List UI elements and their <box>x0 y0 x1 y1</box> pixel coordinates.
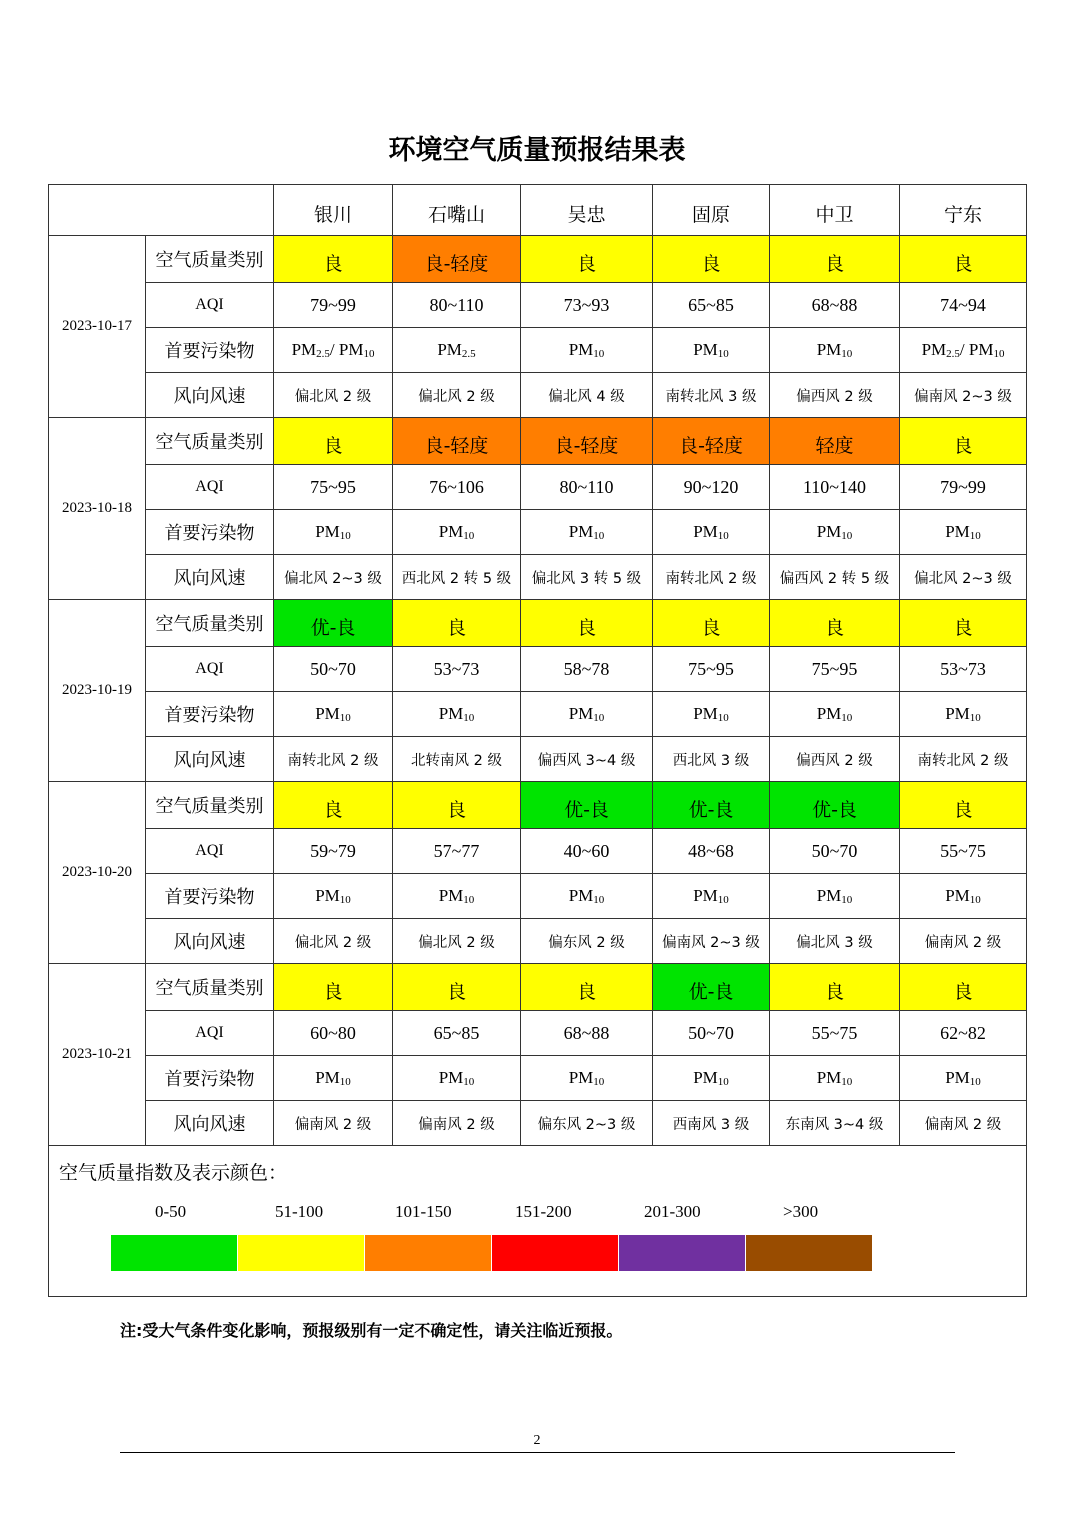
pollutant-subscript: 10 <box>993 348 1005 360</box>
pollutant-subscript: 10 <box>339 894 351 906</box>
legend-range-label: 51-100 <box>275 1202 324 1221</box>
city-header: 石嘴山 <box>393 185 521 236</box>
forecast-table-body <box>49 185 1027 1146</box>
aqi-cell: 57~77 <box>393 829 521 874</box>
legend-row <box>49 1146 1027 1297</box>
forecast-row-pollutant <box>49 328 1027 373</box>
wind-cell: 偏西风 3~4 级 <box>521 737 653 782</box>
wind-cell: 北转南风 2 级 <box>393 737 521 782</box>
pollutant-subscript: 10 <box>339 712 351 724</box>
wind-cell: 西南风 3 级 <box>653 1101 770 1146</box>
pollutant-subscript: 10 <box>841 894 853 906</box>
legend-range-label: 0-50 <box>155 1202 187 1221</box>
row-label-category: 空气质量类别 <box>146 964 274 1011</box>
pollutant-cell <box>653 510 770 555</box>
aqi-cell: 40~60 <box>521 829 653 874</box>
pollutant-name: PM <box>693 704 718 723</box>
wind-cell: 偏南风 2 级 <box>274 1101 393 1146</box>
pollutant-subscript: 10 <box>717 1076 729 1088</box>
aqi-cell: 73~93 <box>521 283 653 328</box>
aqi-cell: 53~73 <box>900 647 1027 692</box>
pollutant-subscript: 10 <box>593 894 605 906</box>
pollutant-subscript: 2.5 <box>946 348 960 360</box>
category-cell: 良 <box>770 964 900 1011</box>
category-cell: 良 <box>900 600 1027 647</box>
wind-cell: 偏北风 2 级 <box>274 373 393 418</box>
wind-cell: 偏北风 2~3 级 <box>900 555 1027 600</box>
pollutant-subscript: 10 <box>841 530 853 542</box>
legend-range-label: 201-300 <box>644 1202 701 1221</box>
page-number: 2 <box>533 1433 541 1448</box>
pollutant-name: PM <box>693 1068 718 1087</box>
legend-color-swatch <box>619 1235 746 1271</box>
category-cell: 良 <box>393 964 521 1011</box>
aqi-cell: 74~94 <box>900 283 1027 328</box>
row-label-pollutant: 首要污染物 <box>146 328 274 373</box>
category-cell: 良 <box>770 600 900 647</box>
pollutant-cell <box>521 874 653 919</box>
category-cell: 良-轻度 <box>653 418 770 465</box>
pollutant-name: PM <box>315 704 340 723</box>
aqi-cell: 68~88 <box>521 1011 653 1056</box>
pollutant-name: PM <box>693 522 718 541</box>
pollutant-subscript: 10 <box>717 712 729 724</box>
forecast-row-wind <box>49 1101 1027 1146</box>
category-cell: 良 <box>900 964 1027 1011</box>
footnote: 注:受大气条件变化影响，预报级别有一定不确定性，请关注临近预报。 <box>120 1321 623 1340</box>
row-label-category: 空气质量类别 <box>146 418 274 465</box>
city-header-row <box>49 185 1027 236</box>
aqi-cell: 55~75 <box>900 829 1027 874</box>
forecast-row-wind <box>49 737 1027 782</box>
wind-cell: 偏西风 2 转 5 级 <box>770 555 900 600</box>
aqi-cell: 90~120 <box>653 465 770 510</box>
pollutant-subscript: 10 <box>593 348 605 360</box>
wind-cell: 偏东风 2 级 <box>521 919 653 964</box>
pollutant-cell <box>274 510 393 555</box>
pollutant-cell <box>770 510 900 555</box>
pollutant-name: PM <box>568 340 594 359</box>
aqi-cell: 80~110 <box>393 283 521 328</box>
pollutant-cell <box>274 692 393 737</box>
category-cell: 良 <box>274 236 393 283</box>
aqi-cell: 59~79 <box>274 829 393 874</box>
city-header: 宁东 <box>900 185 1027 236</box>
category-cell: 良 <box>900 782 1027 829</box>
pollutant-name: PM <box>945 704 970 723</box>
legend-color-swatch <box>238 1235 365 1271</box>
wind-cell: 南转北风 2 级 <box>274 737 393 782</box>
pollutant-cell <box>770 692 900 737</box>
category-cell: 良 <box>393 782 521 829</box>
pollutant-cell <box>274 1056 393 1101</box>
wind-cell: 偏南风 2 级 <box>900 919 1027 964</box>
forecast-row-pollutant <box>49 510 1027 555</box>
pollutant-cell <box>393 1056 521 1101</box>
wind-cell: 南转北风 3 级 <box>653 373 770 418</box>
category-cell: 优-良 <box>770 782 900 829</box>
wind-cell: 偏北风 2~3 级 <box>274 555 393 600</box>
forecast-row-aqi <box>49 465 1027 510</box>
pollutant-subscript: 2.5 <box>316 348 330 360</box>
wind-cell: 偏北风 3 转 5 级 <box>521 555 653 600</box>
wind-cell: 偏南风 2 级 <box>393 1101 521 1146</box>
row-label-pollutant: 首要污染物 <box>146 874 274 919</box>
date-cell: 2023-10-18 <box>49 418 146 600</box>
pollutant-cell <box>274 328 393 373</box>
pollutant-name: PM <box>945 886 970 905</box>
forecast-row-wind <box>49 919 1027 964</box>
legend-range-label: 101-150 <box>395 1202 452 1221</box>
pollutant-name: PM <box>816 1068 842 1087</box>
pollutant-subscript: 10 <box>969 1076 981 1088</box>
aqi-cell: 62~82 <box>900 1011 1027 1056</box>
legend-color-swatch <box>492 1235 619 1271</box>
pollutant-subscript: 10 <box>841 1076 853 1088</box>
pollutant-cell <box>653 692 770 737</box>
forecast-row-category <box>49 782 1027 829</box>
legend-color-bar <box>111 1235 873 1271</box>
row-label-aqi: AQI <box>146 283 274 328</box>
wind-cell: 偏南风 2~3 级 <box>653 919 770 964</box>
aqi-cell: 65~85 <box>653 283 770 328</box>
category-cell: 良 <box>653 236 770 283</box>
row-label-wind: 风向风速 <box>146 737 274 782</box>
row-label-aqi: AQI <box>146 465 274 510</box>
forecast-row-wind <box>49 373 1027 418</box>
forecast-row-category <box>49 236 1027 283</box>
forecast-row-category <box>49 964 1027 1011</box>
row-label-category: 空气质量类别 <box>146 600 274 647</box>
wind-cell: 偏南风 2 级 <box>900 1101 1027 1146</box>
pollutant-subscript: 10 <box>593 1076 605 1088</box>
forecast-row-aqi <box>49 829 1027 874</box>
pollutant-cell <box>521 692 653 737</box>
category-cell: 良 <box>900 418 1027 465</box>
pollutant-cell <box>521 328 653 373</box>
aqi-cell: 48~68 <box>653 829 770 874</box>
row-label-aqi: AQI <box>146 829 274 874</box>
pollutant-subscript: 10 <box>841 712 853 724</box>
date-cell: 2023-10-19 <box>49 600 146 782</box>
wind-cell: 偏南风 2~3 级 <box>900 373 1027 418</box>
aqi-cell: 79~99 <box>900 465 1027 510</box>
pollutant-subscript: 10 <box>717 348 729 360</box>
wind-cell: 偏北风 2 级 <box>393 919 521 964</box>
row-label-wind: 风向风速 <box>146 919 274 964</box>
row-label-category: 空气质量类别 <box>146 782 274 829</box>
aqi-cell: 53~73 <box>393 647 521 692</box>
pollutant-subscript: 10 <box>363 348 375 360</box>
date-cell: 2023-10-20 <box>49 782 146 964</box>
forecast-row-category <box>49 418 1027 465</box>
legend-color-swatch <box>365 1235 492 1271</box>
corner-cell <box>49 185 274 236</box>
pollutant-cell <box>521 510 653 555</box>
wind-cell: 西北风 2 转 5 级 <box>393 555 521 600</box>
row-label-pollutant: 首要污染物 <box>146 1056 274 1101</box>
aqi-cell: 65~85 <box>393 1011 521 1056</box>
pollutant-subscript: 10 <box>593 530 605 542</box>
pollutant-subscript: 10 <box>593 712 605 724</box>
pollutant-name: PM <box>438 1068 464 1087</box>
city-header: 固原 <box>653 185 770 236</box>
category-cell: 良-轻度 <box>393 418 521 465</box>
pollutant-name: PM <box>315 1068 340 1087</box>
pollutant-cell <box>770 328 900 373</box>
pollutant-name: PM <box>816 704 842 723</box>
pollutant-name: PM <box>816 522 842 541</box>
category-cell: 良 <box>393 600 521 647</box>
pollutant-name: PM <box>437 340 462 359</box>
aqi-cell: 60~80 <box>274 1011 393 1056</box>
row-label-wind: 风向风速 <box>146 373 274 418</box>
forecast-row-pollutant <box>49 1056 1027 1101</box>
category-cell: 良 <box>521 964 653 1011</box>
pollutant-name: PM <box>438 704 464 723</box>
pollutant-cell <box>393 692 521 737</box>
pollutant-subscript: 10 <box>463 894 475 906</box>
pollutant-subscript: 10 <box>339 1076 351 1088</box>
pollutant-cell <box>393 874 521 919</box>
aqi-cell: 55~75 <box>770 1011 900 1056</box>
forecast-table <box>48 184 1027 1297</box>
aqi-cell: 50~70 <box>653 1011 770 1056</box>
wind-cell: 偏西风 2 级 <box>770 373 900 418</box>
row-label-wind: 风向风速 <box>146 1101 274 1146</box>
category-cell: 良 <box>770 236 900 283</box>
row-label-wind: 风向风速 <box>146 555 274 600</box>
forecast-row-aqi <box>49 283 1027 328</box>
pollutant-cell <box>274 874 393 919</box>
row-label-pollutant: 首要污染物 <box>146 510 274 555</box>
wind-cell: 偏北风 2 级 <box>274 919 393 964</box>
pollutant-subscript: 10 <box>969 894 981 906</box>
pollutant-subscript: 10 <box>717 894 729 906</box>
pollutant-name: / PM <box>329 340 364 359</box>
forecast-row-aqi <box>49 647 1027 692</box>
pollutant-name: PM <box>568 1068 594 1087</box>
aqi-cell: 80~110 <box>521 465 653 510</box>
pollutant-cell <box>521 1056 653 1101</box>
category-cell: 良 <box>900 236 1027 283</box>
pollutant-name: PM <box>816 886 842 905</box>
legend-color-swatch <box>111 1235 238 1271</box>
legend-title: 空气质量指数及表示颜色： <box>59 1162 288 1184</box>
aqi-cell: 58~78 <box>521 647 653 692</box>
city-header: 吴忠 <box>521 185 653 236</box>
category-cell: 优-良 <box>653 782 770 829</box>
page-title: 环境空气质量预报结果表 <box>388 135 686 166</box>
pollutant-subscript: 10 <box>463 712 475 724</box>
pollutant-name: PM <box>438 886 464 905</box>
category-cell: 良-轻度 <box>393 236 521 283</box>
pollutant-subscript: 10 <box>463 530 475 542</box>
legend-range-label: >300 <box>783 1202 819 1221</box>
aqi-cell: 75~95 <box>770 647 900 692</box>
footer-rule <box>120 1452 955 1453</box>
pollutant-subscript: 2.5 <box>461 348 476 360</box>
pollutant-name: PM <box>945 522 970 541</box>
forecast-row-category <box>49 600 1027 647</box>
category-cell: 优-良 <box>274 600 393 647</box>
pollutant-cell <box>900 510 1027 555</box>
forecast-row-aqi <box>49 1011 1027 1056</box>
pollutant-name: PM <box>693 340 718 359</box>
forecast-row-pollutant <box>49 874 1027 919</box>
pollutant-subscript: 10 <box>969 712 981 724</box>
aqi-cell: 76~106 <box>393 465 521 510</box>
wind-cell: 东南风 3~4 级 <box>770 1101 900 1146</box>
forecast-row-wind <box>49 555 1027 600</box>
pollutant-subscript: 10 <box>463 1076 475 1088</box>
pollutant-cell <box>900 1056 1027 1101</box>
date-cell: 2023-10-21 <box>49 964 146 1146</box>
category-cell: 良 <box>274 418 393 465</box>
pollutant-cell <box>393 328 521 373</box>
pollutant-cell <box>393 510 521 555</box>
aqi-cell: 50~70 <box>770 829 900 874</box>
pollutant-cell <box>900 874 1027 919</box>
category-cell: 良 <box>274 782 393 829</box>
legend-cell <box>49 1146 1027 1297</box>
pollutant-name: PM <box>291 340 317 359</box>
aqi-cell: 75~95 <box>274 465 393 510</box>
pollutant-cell <box>770 1056 900 1101</box>
pollutant-cell <box>653 1056 770 1101</box>
wind-cell: 偏北风 3 级 <box>770 919 900 964</box>
date-cell: 2023-10-17 <box>49 236 146 418</box>
category-cell: 良-轻度 <box>521 418 653 465</box>
wind-cell: 南转北风 2 级 <box>653 555 770 600</box>
wind-cell: 偏北风 2 级 <box>393 373 521 418</box>
category-cell: 良 <box>521 600 653 647</box>
pollutant-name: PM <box>315 886 340 905</box>
row-label-category: 空气质量类别 <box>146 236 274 283</box>
forecast-row-pollutant <box>49 692 1027 737</box>
pollutant-name: / PM <box>959 340 994 359</box>
pollutant-name: PM <box>568 704 594 723</box>
wind-cell: 偏东风 2~3 级 <box>521 1101 653 1146</box>
pollutant-name: PM <box>945 1068 970 1087</box>
aqi-cell: 68~88 <box>770 283 900 328</box>
aqi-cell: 50~70 <box>274 647 393 692</box>
wind-cell: 西北风 3 级 <box>653 737 770 782</box>
pollutant-subscript: 10 <box>969 530 981 542</box>
pollutant-cell <box>900 692 1027 737</box>
legend-labels <box>111 1202 891 1226</box>
pollutant-name: PM <box>921 340 947 359</box>
legend-color-swatch <box>746 1235 873 1271</box>
row-label-aqi: AQI <box>146 1011 274 1056</box>
pollutant-subscript: 10 <box>841 348 853 360</box>
wind-cell: 偏北风 4 级 <box>521 373 653 418</box>
category-cell: 轻度 <box>770 418 900 465</box>
pollutant-name: PM <box>816 340 842 359</box>
category-cell: 良 <box>521 236 653 283</box>
pollutant-name: PM <box>693 886 718 905</box>
aqi-cell: 110~140 <box>770 465 900 510</box>
aqi-cell: 75~95 <box>653 647 770 692</box>
pollutant-name: PM <box>568 886 594 905</box>
wind-cell: 偏西风 2 级 <box>770 737 900 782</box>
row-label-aqi: AQI <box>146 647 274 692</box>
pollutant-cell <box>653 874 770 919</box>
aqi-cell: 79~99 <box>274 283 393 328</box>
pollutant-cell <box>653 328 770 373</box>
pollutant-cell <box>770 874 900 919</box>
category-cell: 优-良 <box>521 782 653 829</box>
category-cell: 良 <box>653 600 770 647</box>
pollutant-cell <box>900 328 1027 373</box>
pollutant-subscript: 10 <box>339 530 351 542</box>
row-label-pollutant: 首要污染物 <box>146 692 274 737</box>
pollutant-name: PM <box>568 522 594 541</box>
wind-cell: 南转北风 2 级 <box>900 737 1027 782</box>
category-cell: 良 <box>274 964 393 1011</box>
legend-range-label: 151-200 <box>515 1202 572 1221</box>
pollutant-subscript: 10 <box>717 530 729 542</box>
pollutant-name: PM <box>315 522 340 541</box>
city-header: 银川 <box>274 185 393 236</box>
category-cell: 优-良 <box>653 964 770 1011</box>
city-header: 中卫 <box>770 185 900 236</box>
pollutant-name: PM <box>438 522 464 541</box>
